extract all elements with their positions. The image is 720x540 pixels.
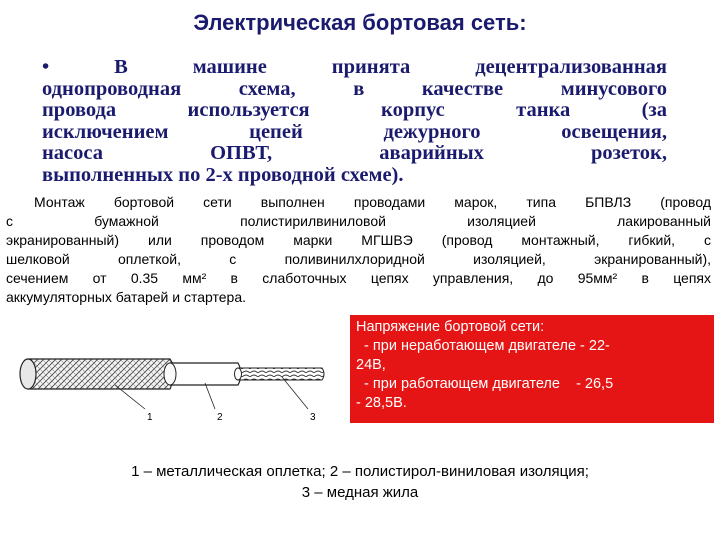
voltage-text xyxy=(356,318,708,413)
voltage-line: - при работающем двигателе - 26,5 xyxy=(356,376,614,392)
leader-line-2 xyxy=(205,383,215,409)
caption-line: 3 – медная жила xyxy=(301,484,419,501)
bullet-line: • В машине принята децентрализованная xyxy=(42,56,667,78)
bullet-line: провода используется корпус танка (за xyxy=(42,99,667,121)
page-title: Электрическая бортовая сеть: xyxy=(193,10,527,35)
insulation-layer xyxy=(164,363,241,385)
mounting-line: экранированный) или проводом марки МГШВЭ (провод монтажный, гибкий, с xyxy=(6,232,711,248)
bullet-line: однопроводная схема, в качестве минусового xyxy=(42,77,667,100)
mounting-paragraph xyxy=(6,193,711,307)
caption-line: 1 – металлическая оплетка; 2 – полистирол-виниловая изоляция; xyxy=(131,463,589,480)
leader-line-3 xyxy=(282,377,308,409)
bullet-marker: • xyxy=(42,56,50,78)
figure-label-2: 2 xyxy=(217,412,223,423)
mounting-line: аккумуляторных батарей и стартера. xyxy=(6,289,247,305)
voltage-line: 24В, xyxy=(356,357,386,373)
figure-caption xyxy=(0,461,720,503)
bullet-line: выполненных по 2-х проводной схеме). xyxy=(42,163,404,186)
mounting-line: с бумажной полистирилвиниловой изоляцией лакированный xyxy=(6,213,711,229)
mounting-line: Монтаж бортовой сети выполнен проводами марок, типа БПВЛЗ (провод xyxy=(34,194,711,210)
voltage-line: - при неработающем двигателе - 22- xyxy=(356,338,610,354)
copper-core xyxy=(235,368,325,380)
mounting-line: шелковой оплеткой, с поливинилхлоридной изоляцией, экранированный), xyxy=(6,251,711,267)
bullet-paragraph xyxy=(42,57,667,186)
mounting-line: сечением от 0.35 мм² в слаботочных цепях управления, до 95мм² в цепях xyxy=(6,270,711,286)
wire-cross-section-figure xyxy=(10,345,340,425)
voltage-line: - 28,5В. xyxy=(356,395,407,411)
bullet-line: исключением цепей дежурного освещения, xyxy=(42,120,667,143)
bullet-line: насоса ОПВТ, аварийных розеток, xyxy=(42,142,667,164)
figure-label-1: 1 xyxy=(147,412,153,423)
braid-layer xyxy=(20,359,174,389)
figure-label-3: 3 xyxy=(310,412,316,423)
voltage-heading: Напряжение бортовой сети: xyxy=(356,319,545,335)
